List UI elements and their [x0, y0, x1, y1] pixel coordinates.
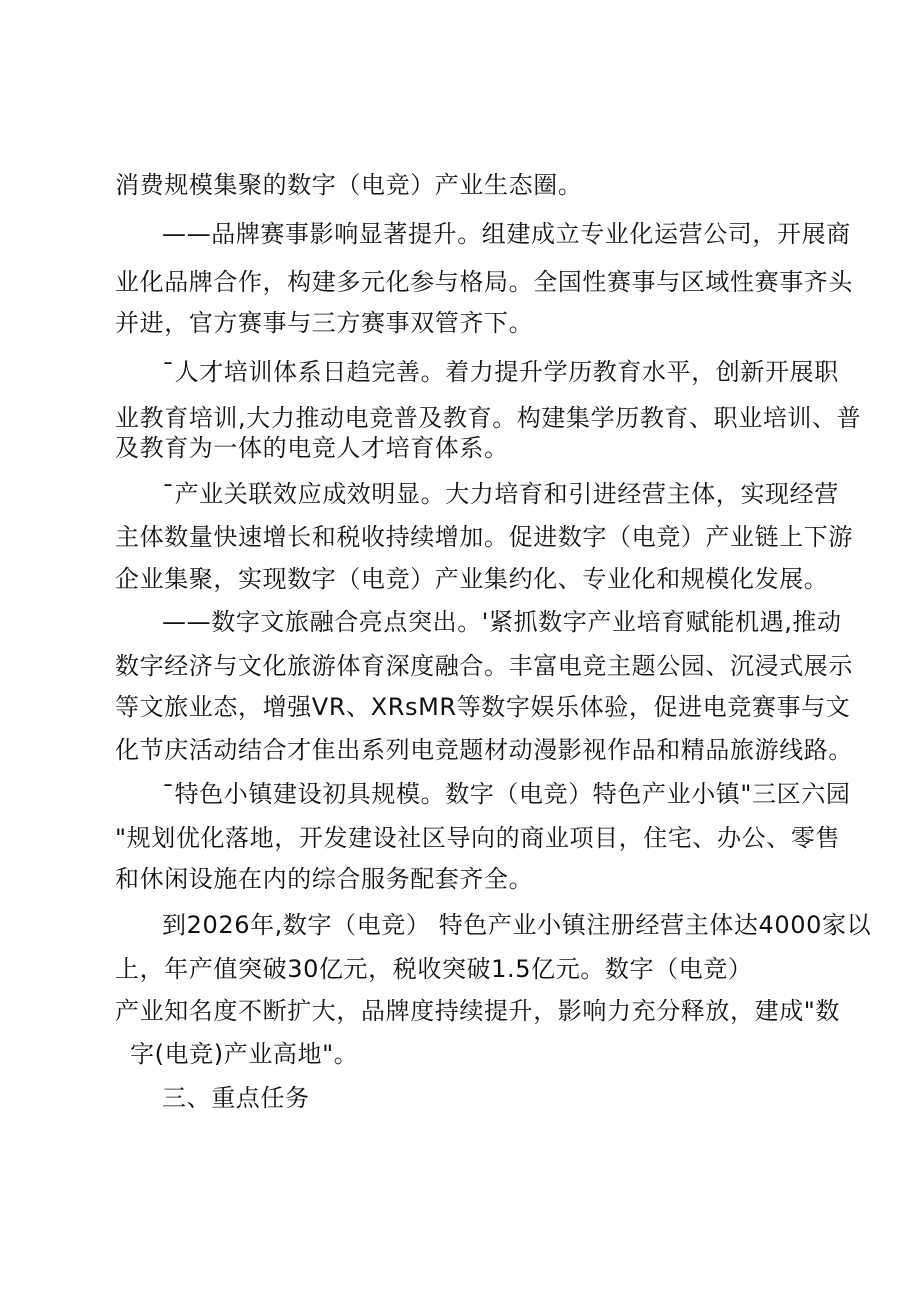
text-line: ——数字文旅融合亮点突出。'紧抓数字产业培育赋能机遇,推动 — [162, 608, 842, 636]
text-line: ¯特色小镇建设初具规模。数字（电竞）特色产业小镇"三区六园 — [162, 780, 851, 808]
text-line: 数字经济与文化旅游体育深度融合。丰富电竞主题公园、沉浸式展示 — [115, 652, 853, 680]
text-line: 业化品牌合作，构建多元化参与格局。全国性赛事与区域性赛事齐头 — [115, 268, 853, 296]
text-line: 及教育为一体的电竞人才培育体系。 — [115, 434, 509, 462]
text-line: "规划优化落地，开发建设社区导向的商业项目，住宅、办公、零售 — [115, 824, 841, 852]
text-line: 并进，官方赛事与三方赛事双管齐下。 — [115, 309, 534, 337]
text-line: 企业集聚，实现数字（电竞）产业集约化、专业化和规模化发展。 — [115, 565, 829, 593]
text-line: ¯产业关联效应成效明显。大力培育和引进经营主体，实现经营 — [162, 480, 839, 508]
section-heading: 三、重点任务 — [162, 1084, 310, 1112]
text-line: 上，年产值突破30亿元，税收突破1.5亿元。数字（电竞） — [115, 955, 753, 983]
text-line: 字(电竞)产业高地"。 — [130, 1040, 359, 1068]
text-line: 消费规模集聚的数字（电竞）产业生态圈。 — [115, 171, 583, 199]
text-line: ——品牌赛事影响显著提升。组建成立专业化运营公司，开展商 — [162, 220, 851, 248]
text-line: 等文旅业态，增强VR、XRsMR等数字娱乐体验，促进电竞赛事与文 — [115, 693, 851, 721]
text-line: 主体数量快速增长和税收持续增加。促进数字（电竞）产业链上下游 — [115, 523, 853, 551]
text-line: 和休闲设施在内的综合服务配套齐全。 — [115, 865, 534, 893]
text-line: 到2026年,数字（电竞） 特色产业小镇注册经营主体达4000家以 — [162, 911, 872, 939]
text-line: 业教育培训,大力推动电竞普及教育。构建集学历教育、职业培训、普 — [115, 404, 862, 432]
text-line: 产业知名度不断扩大，品牌度持续提升，影响力充分释放，建成"数 — [115, 997, 841, 1025]
text-line: ¯人才培训体系日趋完善。着力提升学历教育水平，创新开展职 — [162, 358, 839, 386]
text-line: 化节庆活动结合才隹出系列电竞题材动漫影视作品和精品旅游线路。 — [115, 736, 853, 764]
